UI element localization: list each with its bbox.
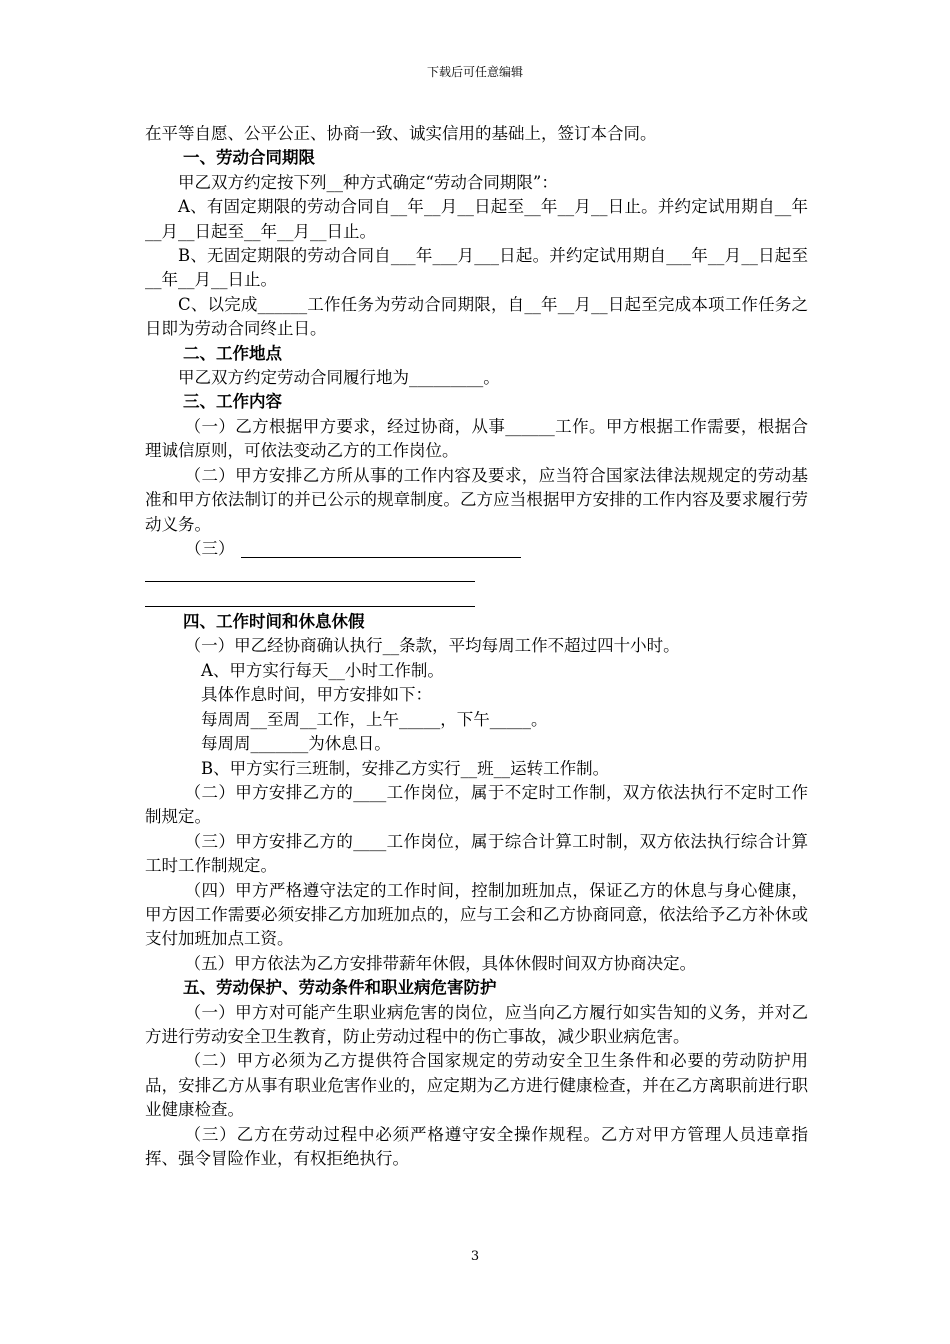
paragraph-intro: 在平等自愿、公平公正、协商一致、诚实信用的基础上，签订本合同。 <box>145 124 657 143</box>
paragraph: （一）乙方根据甲方要求，经过协商，从事______工作。甲方根据工作需要，根据合理诚信原则，可依法变动乙方的工作岗位。 <box>145 416 808 461</box>
document-body <box>145 122 808 1171</box>
blank-line <box>145 606 475 607</box>
paragraph: 甲乙双方约定劳动合同履行地为_________。 <box>178 368 500 388</box>
paragraph: （二）甲方安排乙方所从事的工作内容及要求，应当符合国家法律法规规定的劳动基准和甲方依法制订的并已公示的规章制度。乙方应当根据甲方安排的工作内容及要求履行劳动义务。 <box>145 465 808 534</box>
paragraph: C、以完成______工作任务为劳动合同期限，自__年__月__日起至完成本项工作任务之日即为劳动合同终止日。 <box>145 294 808 339</box>
paragraph: （二）甲方必须为乙方提供符合国家规定的劳动安全卫生条件和必要的劳动防护用品，安排乙方从事有职业危害作业的，应定期为乙方进行健康检查，并在乙方离职前进行职业健康检查。 <box>145 1051 808 1120</box>
blank-line <box>241 557 521 558</box>
paragraph: （三）乙方在劳动过程中必须严格遵守安全操作规程。乙方对甲方管理人员违章指挥、强令冒险作业，有权拒绝执行。 <box>145 1124 808 1169</box>
paragraph: B、甲方实行三班制，安排乙方实行__班__运转工作制。 <box>201 758 610 778</box>
section-heading-3: 三、工作内容 <box>182 392 282 412</box>
section-heading-5: 五、劳动保护、劳动条件和职业病危害防护 <box>182 978 497 998</box>
paragraph: 每周周__至周__工作，上午_____，下午_____。 <box>201 709 548 729</box>
page-header: 下载后可任意编辑 <box>426 65 523 79</box>
paragraph: （一）甲乙经协商确认执行__条款，平均每周工作不超过四十小时。 <box>184 636 680 656</box>
paragraph: A、甲方实行每天__小时工作制。 <box>201 660 444 680</box>
blank-line-row <box>145 586 808 610</box>
paragraph: 具体作息时间，甲方安排如下： <box>201 685 432 705</box>
paragraph: （一）甲方对可能产生职业病危害的岗位，应当向乙方履行如实告知的义务，并对乙方进行劳动安全卫生教育，防止劳动过程中的伤亡事故，减少职业病危害。 <box>145 1002 808 1046</box>
paragraph: B、无固定期限的劳动合同自___年___月___日起。并约定试用期自___年__月__日起至__年__月__日止。 <box>145 246 808 290</box>
section-heading-1: 一、劳动合同期限 <box>182 148 315 168</box>
page-number: 3 <box>470 1249 480 1264</box>
item-label: （三） <box>185 538 235 558</box>
paragraph: （三）甲方安排乙方的____工作岗位，属于综合计算工时制，双方依法执行综合计算工时工作制规定。 <box>145 831 808 876</box>
section-heading-4: 四、工作时间和休息休假 <box>182 612 365 632</box>
paragraph: A、有固定期限的劳动合同自__年__月__日起至__年__月__日止。并约定试用期自__年__月__日起至__年__月__日止。 <box>145 197 808 241</box>
section-heading-2: 二、工作地点 <box>182 343 282 363</box>
paragraph: 甲乙双方约定按下列__种方式确定“劳动合同期限”： <box>178 172 558 192</box>
paragraph: （五）甲方依法为乙方安排带薪年休假，具体休假时间双方协商决定。 <box>184 953 697 973</box>
blank-item-row <box>145 537 808 561</box>
blank-line <box>145 581 475 582</box>
paragraph: （四）甲方严格遵守法定的工作时间，控制加班加点，保证乙方的休息与身心健康，甲方因工作需要必须安排乙方加班加点的，应与工会和乙方协商同意，依法给予乙方补休或支付加班加点工资。 <box>145 880 808 949</box>
blank-line-row <box>145 561 808 585</box>
paragraph: （二）甲方安排乙方的____工作岗位，属于不定时工作制，双方依法执行不定时工作制规定。 <box>145 782 808 827</box>
paragraph: 每周周_______为休息日。 <box>201 734 391 754</box>
